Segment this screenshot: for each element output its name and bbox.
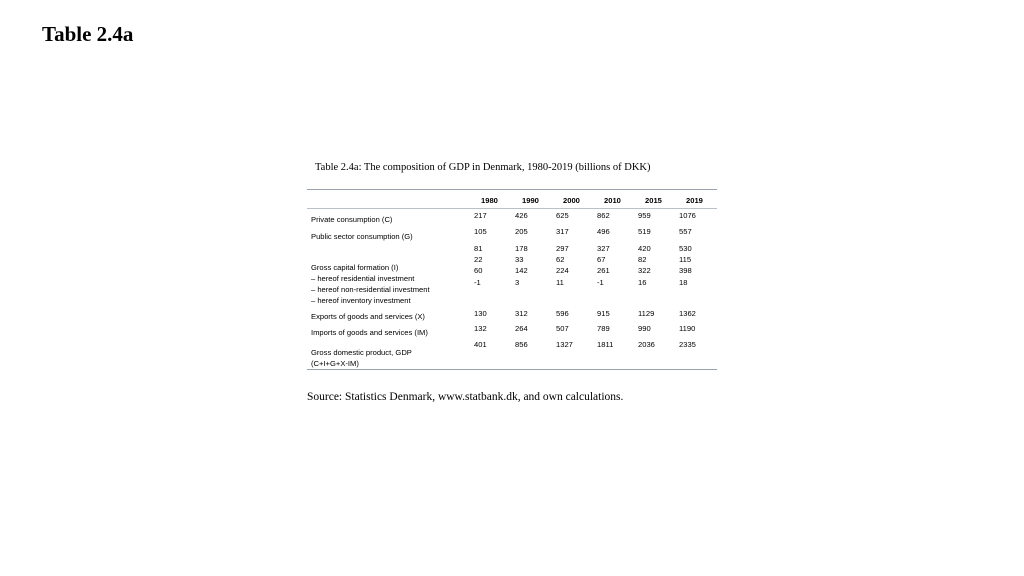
row-label-private-consumption: Private consumption (C): [311, 215, 393, 224]
row-label-imports: Imports of goods and services (IM): [311, 328, 428, 337]
cell-imports-1990: 264: [515, 324, 528, 333]
cell-gdp-2010: 1811: [597, 340, 614, 349]
column-header-2000: 2000: [563, 196, 580, 205]
row-label-nonresidential-investment: – hereof non-residential investment: [311, 285, 430, 294]
cell-residential-2000: 62: [556, 255, 565, 264]
cell-nonresidential-2010: 261: [597, 266, 610, 275]
cell-gdp-2000: 1327: [556, 340, 573, 349]
cell-residential-2010: 67: [597, 255, 606, 264]
cell-exports-1980: 130: [474, 309, 487, 318]
table-header-rule: [307, 208, 717, 209]
cell-gcf-2015: 420: [638, 244, 651, 253]
cell-public-2010: 496: [597, 227, 610, 236]
cell-nonresidential-1990: 142: [515, 266, 528, 275]
cell-inventory-1980: -1: [474, 278, 481, 287]
cell-gdp-2019: 2335: [679, 340, 696, 349]
cell-inventory-2000: 11: [556, 278, 564, 287]
cell-private-1980: 217: [474, 211, 487, 220]
row-label-residential-investment: – hereof residential investment: [311, 274, 415, 283]
cell-residential-2015: 82: [638, 255, 647, 264]
cell-nonresidential-1980: 60: [474, 266, 483, 275]
cell-exports-2015: 1129: [638, 309, 655, 318]
cell-residential-1980: 22: [474, 255, 483, 264]
cell-inventory-1990: 3: [515, 278, 520, 287]
cell-private-1990: 426: [515, 211, 528, 220]
cell-imports-2019: 1190: [679, 324, 696, 333]
table-top-rule: [307, 189, 717, 190]
row-label-gross-capital-formation: Gross capital formation (I): [311, 263, 399, 272]
row-label-inventory-investment: – hereof inventory investment: [311, 296, 411, 305]
cell-gcf-1990: 178: [515, 244, 528, 253]
cell-public-2019: 557: [679, 227, 692, 236]
row-label-gdp-line-1: Gross domestic product, GDP: [311, 348, 412, 357]
cell-public-2000: 317: [556, 227, 569, 236]
table-caption: Table 2.4a: The composition of GDP in Denmark, 1980-2019 (billions of DKK): [315, 162, 651, 173]
cell-imports-2010: 789: [597, 324, 610, 333]
column-header-1980: 1980: [481, 196, 498, 205]
column-header-2019: 2019: [686, 196, 703, 205]
cell-gcf-2010: 327: [597, 244, 610, 253]
cell-inventory-2015: 16: [638, 278, 647, 287]
cell-nonresidential-2019: 398: [679, 266, 692, 275]
cell-imports-1980: 132: [474, 324, 487, 333]
cell-nonresidential-2000: 224: [556, 266, 569, 275]
cell-private-2000: 625: [556, 211, 569, 220]
row-label-exports: Exports of goods and services (X): [311, 312, 425, 321]
slide-title: Table 2.4a: [42, 22, 134, 46]
column-header-2010: 2010: [604, 196, 621, 205]
cell-private-2010: 862: [597, 211, 610, 220]
cell-imports-2000: 507: [556, 324, 569, 333]
cell-gcf-1980: 81: [474, 244, 483, 253]
cell-gdp-1990: 856: [515, 340, 528, 349]
cell-residential-1990: 33: [515, 255, 524, 264]
cell-public-1980: 105: [474, 227, 487, 236]
row-label-public-consumption: Public sector consumption (G): [311, 232, 413, 241]
source-note: Source: Statistics Denmark, www.statbank.dk, and own calculations.: [307, 391, 624, 403]
cell-private-2019: 1076: [679, 211, 696, 220]
cell-inventory-2010: -1: [597, 278, 604, 287]
cell-exports-2000: 596: [556, 309, 569, 318]
cell-nonresidential-2015: 322: [638, 266, 651, 275]
row-label-gdp-line-2: (C+I+G+X-IM): [311, 359, 359, 368]
cell-inventory-2019: 18: [679, 278, 688, 287]
cell-gcf-2019: 530: [679, 244, 692, 253]
cell-exports-2010: 915: [597, 309, 610, 318]
column-header-1990: 1990: [522, 196, 539, 205]
cell-gdp-1980: 401: [474, 340, 487, 349]
cell-public-2015: 519: [638, 227, 651, 236]
cell-exports-2019: 1362: [679, 309, 696, 318]
cell-public-1990: 205: [515, 227, 528, 236]
cell-exports-1990: 312: [515, 309, 528, 318]
cell-imports-2015: 990: [638, 324, 651, 333]
table-bottom-rule: [307, 369, 717, 370]
cell-gcf-2000: 297: [556, 244, 569, 253]
cell-residential-2019: 115: [679, 255, 692, 264]
column-header-2015: 2015: [645, 196, 662, 205]
cell-gdp-2015: 2036: [638, 340, 655, 349]
cell-private-2015: 959: [638, 211, 651, 220]
